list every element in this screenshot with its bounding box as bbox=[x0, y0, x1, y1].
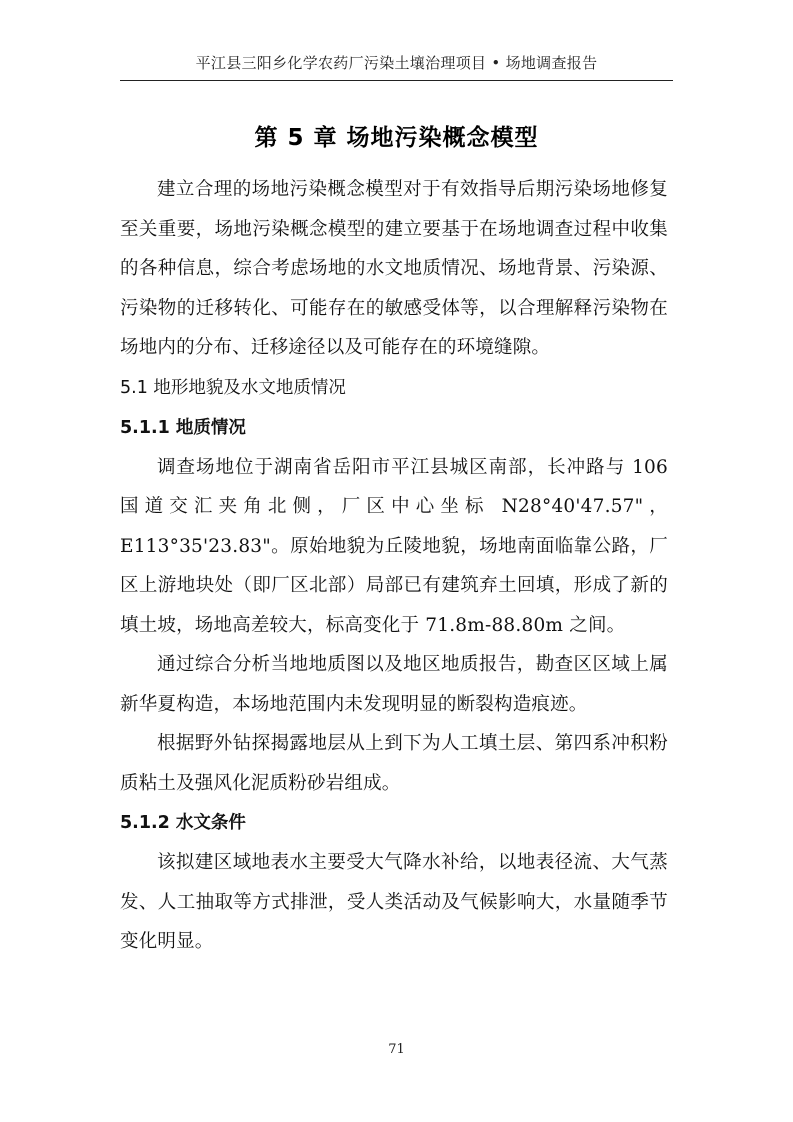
section-5-1-1-heading: 5.1.1 地质情况 bbox=[120, 417, 246, 438]
running-header: 平江县三阳乡化学农药厂污染土壤治理项目 • 场地调查报告 bbox=[120, 50, 673, 81]
chapter-title: 第 5 章 场地污染概念模型 bbox=[254, 125, 539, 151]
geology-paragraph-1: 调查场地位于湖南省岳阳市平江县城区南部，长冲路与 106 国道交汇夹角北侧，厂区中心坐标 N28°40'47.57"，E113°35'23.83"。原始地貌为丘陵地貌，场地南面临靠公路，厂区上游地块处（即厂区北部）局部已有建筑弃土回填，形成了新的填土坡，场地高差较大，标高变化于 71.8m-88.80m 之间。 bbox=[120, 456, 668, 636]
document-body bbox=[120, 170, 668, 962]
hydrology-paragraph-1: 该拟建区域地表水主要受大气降水补给，以地表径流、大气蒸发、人工抽取等方式排泄，受人类活动及气候影响大，水量随季节变化明显。 bbox=[120, 852, 668, 952]
geology-paragraph-2: 通过综合分析当地地质图以及地区地质报告，勘查区区域上属新华夏构造，本场地范围内未发现明显的断裂构造痕迹。 bbox=[120, 654, 668, 715]
page-number: 71 bbox=[388, 1042, 405, 1057]
geology-paragraph-3: 根据野外钻探揭露地层从上到下为人工填土层、第四系冲积粉质粘土及强风化泥质粉砂岩组成。 bbox=[120, 733, 668, 794]
intro-paragraph: 建立合理的场地污染概念模型对于有效指导后期污染场地修复至关重要，场地污染概念模型的建立要基于在场地调查过程中收集的各种信息，综合考虑场地的水文地质情况、场地背景、污染源、污染物的迁移转化、可能存在的敏感受体等，以合理解释污染物在场地内的分布、迁移途径以及可能存在的环境缝隙。 bbox=[120, 179, 668, 358]
section-5-1-heading: 5.1 地形地貌及水文地质情况 bbox=[120, 377, 346, 398]
section-5-1-2-heading: 5.1.2 水文条件 bbox=[120, 813, 246, 833]
